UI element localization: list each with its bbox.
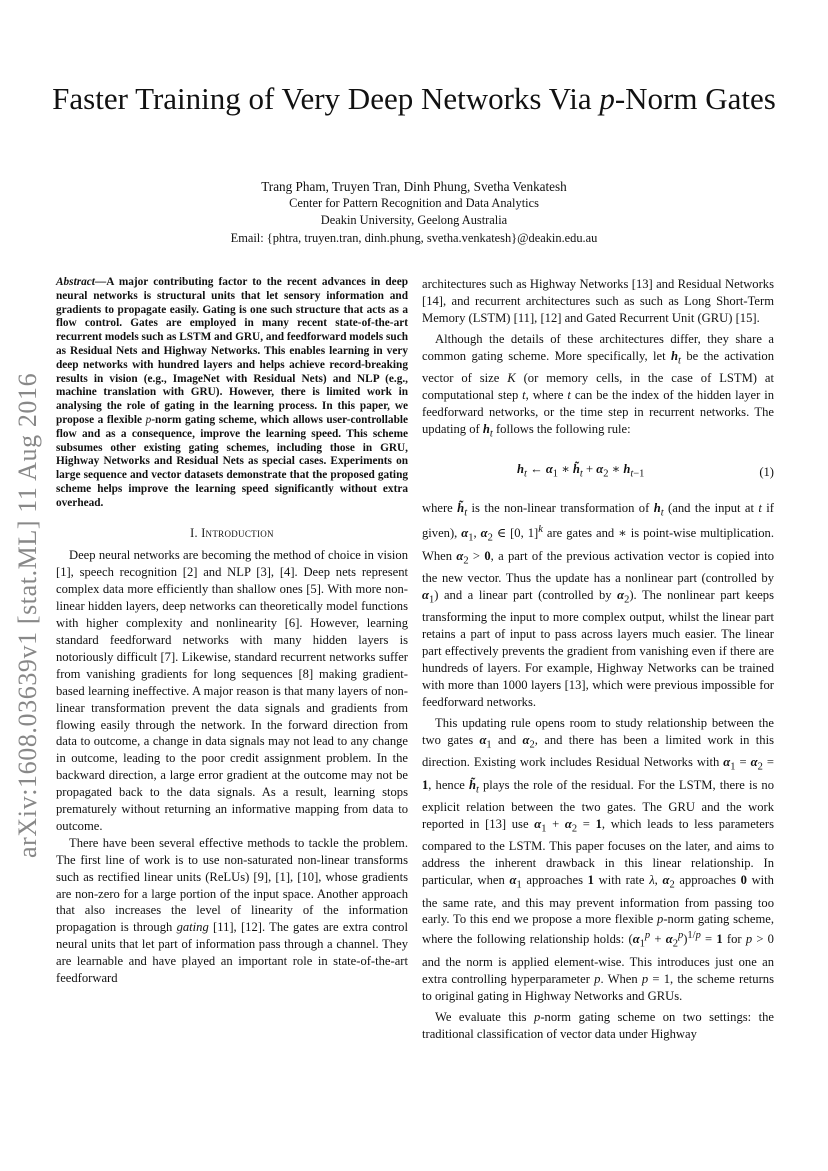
equation-1-body: $h_t$ ← $\alpha_1$ ∗ $h̃_t + \alpha_2$ ∗ $h_{t-1}$: [517, 462, 645, 480]
right-paragraph-1: architectures such as Highway Networks [13] and Residual Networks [14], and recurrent architectures such as such as Long Short-Term Memory (LSTM) [11], [12] and Gated Recurrent Unit (GRU) [15].: [422, 277, 774, 325]
left-column: [56, 276, 408, 987]
right-column: [422, 276, 774, 1043]
section-heading-introduction: I. Introduction: [190, 525, 274, 540]
intro-paragraph-2: There have been several effective methods to tackle the problem. The first line of work is to use non-saturated non-linear transforms such as rectified linear units (ReLUs) [9], [1], [10], whose gradients are non-zero for a large portion of the input space. Another approach that also increases the level of linearity of the information propagation is through gating [11], [12]. The gates are extra control neural units that let part of information pass through a channel. They are learnable and have played an important role in state-of-the-art feedforward: [56, 835, 408, 986]
right-paragraph-3: where $h̃_t$ is the non-linear transformation of $h_t$ (and the input at t if given), $\alpha_1$, $\alpha_2$ ∈ [0, 1]$^k$ are gates and ∗ is point-wise multiplication. When $\alpha_2 > 0$, a part of the previous activation vector is copied into the new vector. Thus the update has a nonlinear part (controlled by $\alpha_1$) and a linear part (controlled by $\alpha_2$). The nonlinear part keeps transforming the input to more complex output, whilst the linear part retains a part of input to pass across layers much easier. The linear part effectively prevents the gradient from vanishing even if there are hundreds of layers. For example, Highway Networks can be trained with more than 1000 layers [13], which were previous impossible for feedforward networks.: [422, 500, 775, 709]
author-list: Trang Pham, Truyen Tran, Dinh Phung, Svetha Venkatesh: [261, 179, 567, 194]
paper-title: Faster Training of Very Deep Networks Via p-Norm Gates: [52, 81, 776, 116]
affiliation-university: Deakin University, Geelong Australia: [320, 213, 508, 227]
abstract-text: —A major contributing factor to the recent advances in deep neural networks is structural units that let sensory information and gradients to propagate easily. Gating is one such structure that acts as a flow control. Gates are employed in many recent state-of-the-art recurrent models such as LSTM and GRU, and feedforward models such as Residual Nets and Highway Networks. This enables learning in very deep networks with hundred layers and helps achieve record-breaking results in vision (e.g., ImageNet with Residual Nets) and NLP (e.g., machine translation with GRU). However, there is limited work in analysing the role of gating in the learning process. In this paper, we propose a flexible p-norm gating scheme, which allows user-controllable flow and as a consequence, improve the learning speed. This scheme subsumes other existing gating schemes, including those in GRU, Highway Networks and Residual Nets as special cases. Experiments on large sequence and vector datasets demonstrate that the proposed gating scheme helps improve the learning speed significantly without extra overhead.: [56, 276, 409, 509]
affiliation-email: Email: {phtra, truyen.tran, dinh.phung, svetha.venkatesh}@deakin.edu.au: [230, 231, 598, 245]
right-paragraph-5: We evaluate this p-norm gating scheme on two settings: the traditional classification of vector data under Highway: [422, 1009, 775, 1041]
right-paragraph-4: This updating rule opens room to study relationship between the two gates $\alpha_1$ and $\alpha_2$, and there has been a limited work in this direction. Existing work includes Residual Networks with $\alpha_1 = \alpha_2 = 1$, hence $h̃_t$ plays the role of the residual. For the LSTM, there is no explicit relation between the two gates. The GRU and the work reported in [13] use $\alpha_1 + \alpha_2 = 1$, which leads to less parameters compared to the LSTM. This paper focuses on the later, and aims to address the inherent drawback in this linear relationship. In particular, when $\alpha_1$ approaches 1 with rate λ, $\alpha_2$ approaches 0 with the same rate, and this may prevent information from passing too early. To this end we propose a more flexible p-norm gating scheme, where the following relationship holds: $(\alpha_1^p + \alpha_2^p)^{1/p} = 1$ for p > 0 and the norm is applied element-wise. This introduces just one an extra controlling hyperparameter p. When p = 1, the scheme returns to original gating in Highway Networks and GRUs.: [422, 715, 775, 1003]
right-paragraph-2: Although the details of these architectures differ, they share a common gating scheme. More specifically, let $h_t$ be the activation vector of size K (or memory cells, in the case of LSTM) at computational step t, where t can be the index of the hidden layer in feedforward networks, or the time step in recurrent networks. The updating of $h_t$ follows the following rule:: [422, 331, 775, 440]
equation-1-number: (1): [759, 464, 774, 479]
intro-paragraph-1: Deep neural networks are becoming the method of choice in vision [1], speech recognition [2] and NLP [3], [4]. Deep nets represent complex data more efficiently than shallow ones [5]. With more non-linear hidden layers, deep networks can theoretically model functions with higher complexity and nonlinearity [6]. However, learning standard feedforward networks with many hidden layers is notoriously difficult [7]. Likewise, standard recurrent networks suffer from vanishing gradients for long sequences [8] making gradient-based learning ineffective. A major reason is that many layers of non-linear transformation prevent the data signals and gradients from flowing easily through the network. In the forward direction from data to outcome, a change in data signals may not lead to any change in outcome, leading to the poor credit assignment problem. In the backward direction, a large error gradient at the outcome may not be propagated back to the data signals. As a result, learning stops prematurely without returning an informative mapping from data to outcome.: [56, 548, 408, 833]
abstract: [56, 276, 408, 511]
affiliation-center: Center for Pattern Recognition and Data Analytics: [289, 196, 539, 210]
equation-1: [422, 461, 774, 483]
arxiv-identifier: arXiv:1608.03639v1 [stat.ML] 11 Aug 2016: [13, 372, 42, 858]
abstract-label: Abstract: [56, 276, 95, 288]
